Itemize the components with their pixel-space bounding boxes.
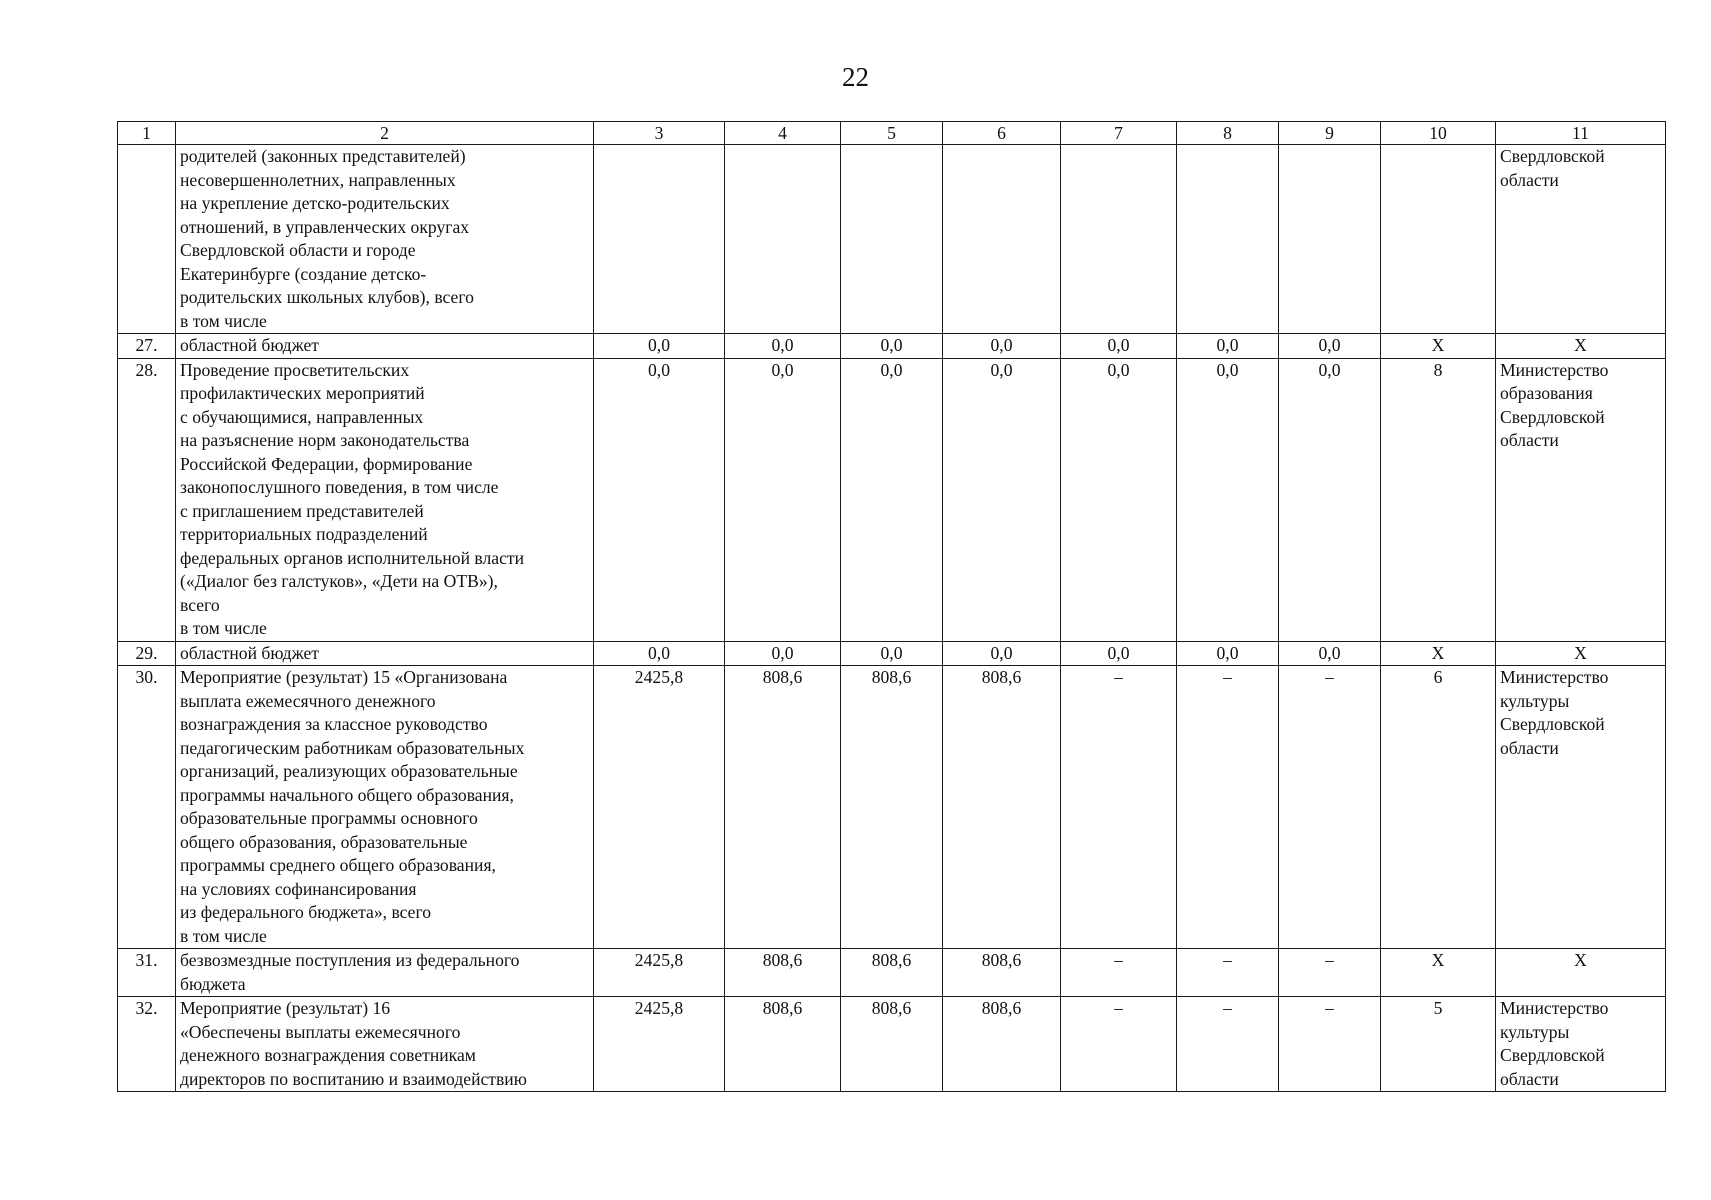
- target-indicator: X: [1381, 949, 1496, 997]
- row-description: [176, 666, 594, 949]
- funding-value: –: [1177, 997, 1279, 1092]
- description-line: областной бюджет: [180, 335, 319, 355]
- description-line: Екатеринбурге (создание детско-: [180, 263, 427, 284]
- target-indicator: 5: [1381, 997, 1496, 1092]
- description-line: в том числе: [180, 618, 267, 638]
- funding-value: 0,0: [841, 641, 943, 666]
- column-header: 6: [943, 122, 1061, 145]
- funding-value: 0,0: [725, 334, 841, 359]
- description-line: директоров по воспитанию и взаимодействию: [180, 1068, 527, 1089]
- funding-value: 808,6: [725, 666, 841, 949]
- responsible-line: Свердловской: [1500, 146, 1605, 166]
- row-number: 30.: [118, 666, 176, 949]
- description-line: на условиях софинансирования: [180, 878, 417, 899]
- budget-table: [117, 121, 1666, 1092]
- funding-value: –: [1279, 949, 1381, 997]
- target-indicator: 8: [1381, 358, 1496, 641]
- funding-value: [1177, 145, 1279, 334]
- row-number: 31.: [118, 949, 176, 997]
- funding-value: –: [1279, 666, 1381, 949]
- row-description: [176, 949, 594, 997]
- responsible-executor: [1496, 334, 1666, 359]
- description-line: бюджета: [180, 973, 246, 994]
- responsible-line: образования: [1500, 383, 1593, 403]
- description-line: всего: [180, 594, 220, 615]
- target-indicator: [1381, 145, 1496, 334]
- description-line: с приглашением представителей: [180, 500, 424, 521]
- funding-value: –: [1061, 949, 1177, 997]
- table-row: [118, 997, 1666, 1092]
- target-indicator: 6: [1381, 666, 1496, 949]
- description-line: Российской Федерации, формирование: [180, 453, 473, 474]
- funding-value: 0,0: [594, 334, 725, 359]
- funding-value: [1279, 145, 1381, 334]
- funding-value: 0,0: [841, 358, 943, 641]
- funding-value: 0,0: [725, 358, 841, 641]
- description-line: в том числе: [180, 925, 267, 946]
- description-line: родительских школьных клубов), всего: [180, 287, 474, 307]
- responsible-executor: [1496, 641, 1666, 666]
- table-body: [118, 122, 1666, 1092]
- description-line: из федерального бюджета», всего: [180, 902, 432, 922]
- funding-value: [943, 145, 1061, 334]
- responsible-line: Свердловской: [1500, 714, 1605, 734]
- responsible-line: области: [1500, 1068, 1559, 1089]
- funding-value: 0,0: [594, 641, 725, 666]
- target-indicator: X: [1381, 641, 1496, 666]
- table-row: [118, 666, 1666, 949]
- responsible-executor: [1496, 949, 1666, 997]
- page-number: 22: [842, 62, 869, 92]
- description-line: («Диалог без галстуков», «Дети на ОТВ»),: [180, 571, 498, 591]
- description-line: с обучающимися, направленных: [180, 406, 424, 427]
- funding-value: –: [1279, 997, 1381, 1092]
- column-header: 9: [1279, 122, 1381, 145]
- funding-value: 808,6: [943, 666, 1061, 949]
- description-line: отношений, в управленческих округах: [180, 216, 470, 237]
- table-row: [118, 358, 1666, 641]
- description-line: несовершеннолетних, направленных: [180, 169, 456, 190]
- responsible-line: области: [1500, 430, 1559, 450]
- responsible-line: Министерство: [1500, 998, 1609, 1018]
- column-header: 8: [1177, 122, 1279, 145]
- row-number: 28.: [118, 358, 176, 641]
- description-line: организаций, реализующих образовательные: [180, 761, 518, 781]
- description-line: Проведение просветительских: [180, 359, 410, 380]
- description-line: выплата ежемесячного денежного: [180, 690, 436, 711]
- column-header: 1: [118, 122, 176, 145]
- description-line: Мероприятие (результат) 16: [180, 998, 391, 1018]
- funding-value: 0,0: [1061, 358, 1177, 641]
- description-line: законопослушного поведения, в том числе: [180, 477, 499, 497]
- column-header: 11: [1496, 122, 1666, 145]
- responsible-executor: [1496, 145, 1666, 334]
- column-header: 2: [176, 122, 594, 145]
- funding-value: 808,6: [943, 997, 1061, 1092]
- description-line: программы начального общего образования,: [180, 784, 514, 805]
- description-line: общего образования, образовательные: [180, 831, 468, 852]
- responsible-line: Министерство: [1500, 359, 1609, 380]
- funding-value: –: [1177, 949, 1279, 997]
- row-number: 29.: [118, 641, 176, 666]
- responsible-line: Министерство: [1500, 667, 1609, 687]
- responsible-executor: [1496, 358, 1666, 641]
- funding-value: 2425,8: [594, 666, 725, 949]
- column-header: 4: [725, 122, 841, 145]
- funding-value: [725, 145, 841, 334]
- funding-value: 808,6: [725, 997, 841, 1092]
- description-line: профилактических мероприятий: [180, 383, 425, 403]
- description-line: родителей (законных представителей): [180, 146, 466, 166]
- funding-value: 0,0: [1177, 358, 1279, 641]
- funding-value: [594, 145, 725, 334]
- funding-value: 0,0: [1177, 641, 1279, 666]
- funding-value: 2425,8: [594, 997, 725, 1092]
- row-description: [176, 997, 594, 1092]
- funding-value: 0,0: [1279, 334, 1381, 359]
- funding-value: 808,6: [841, 949, 943, 997]
- responsible-line: Свердловской: [1500, 1045, 1605, 1065]
- row-number: 32.: [118, 997, 176, 1092]
- responsible-line: Свердловской: [1500, 406, 1605, 427]
- table-row: [118, 145, 1666, 334]
- responsible-line: X: [1574, 335, 1587, 355]
- funding-value: 2425,8: [594, 949, 725, 997]
- responsible-executor: [1496, 666, 1666, 949]
- responsible-line: области: [1500, 169, 1559, 190]
- description-line: федеральных органов исполнительной власти: [180, 547, 524, 568]
- funding-value: 0,0: [943, 358, 1061, 641]
- funding-value: 0,0: [1177, 334, 1279, 359]
- funding-value: 808,6: [841, 666, 943, 949]
- column-header: 5: [841, 122, 943, 145]
- table-row: [118, 641, 1666, 666]
- column-header: 10: [1381, 122, 1496, 145]
- funding-value: 808,6: [725, 949, 841, 997]
- funding-value: –: [1177, 666, 1279, 949]
- responsible-line: культуры: [1500, 1021, 1570, 1042]
- funding-value: 0,0: [1061, 334, 1177, 359]
- description-line: педагогическим работникам образовательных: [180, 737, 525, 758]
- row-description: [176, 641, 594, 666]
- description-line: «Обеспечены выплаты ежемесячного: [180, 1021, 461, 1042]
- description-line: образовательные программы основного: [180, 808, 478, 828]
- row-description: [176, 334, 594, 359]
- description-line: областной бюджет: [180, 642, 319, 663]
- responsible-executor: [1496, 997, 1666, 1092]
- description-line: Мероприятие (результат) 15 «Организована: [180, 667, 508, 687]
- column-number-row: [118, 122, 1666, 145]
- column-header: 7: [1061, 122, 1177, 145]
- description-line: безвозмездные поступления из федерального: [180, 950, 520, 970]
- table-row: [118, 949, 1666, 997]
- responsible-line: области: [1500, 737, 1559, 758]
- description-line: вознаграждения за классное руководство: [180, 714, 488, 734]
- row-description: [176, 358, 594, 641]
- funding-value: 0,0: [1061, 641, 1177, 666]
- funding-value: –: [1061, 997, 1177, 1092]
- funding-value: [1061, 145, 1177, 334]
- description-line: программы среднего общего образования,: [180, 855, 496, 875]
- description-line: Свердловской области и городе: [180, 240, 416, 260]
- column-header: 3: [594, 122, 725, 145]
- target-indicator: X: [1381, 334, 1496, 359]
- funding-value: 0,0: [725, 641, 841, 666]
- row-number: 27.: [118, 334, 176, 359]
- funding-value: [841, 145, 943, 334]
- table-row: [118, 334, 1666, 359]
- funding-value: 808,6: [943, 949, 1061, 997]
- funding-value: 0,0: [841, 334, 943, 359]
- funding-value: 0,0: [1279, 358, 1381, 641]
- row-number: [118, 145, 176, 334]
- description-line: территориальных подразделений: [180, 524, 428, 544]
- description-line: на укрепление детско-родительских: [180, 193, 450, 213]
- funding-value: 0,0: [1279, 641, 1381, 666]
- funding-value: 808,6: [841, 997, 943, 1092]
- funding-value: –: [1061, 666, 1177, 949]
- description-line: в том числе: [180, 310, 267, 331]
- funding-value: 0,0: [594, 358, 725, 641]
- responsible-line: X: [1574, 642, 1587, 663]
- responsible-line: X: [1574, 950, 1587, 970]
- row-description: [176, 145, 594, 334]
- funding-value: 0,0: [943, 641, 1061, 666]
- responsible-line: культуры: [1500, 690, 1570, 711]
- description-line: денежного вознаграждения советникам: [180, 1045, 476, 1065]
- description-line: на разъяснение норм законодательства: [180, 430, 470, 450]
- funding-value: 0,0: [943, 334, 1061, 359]
